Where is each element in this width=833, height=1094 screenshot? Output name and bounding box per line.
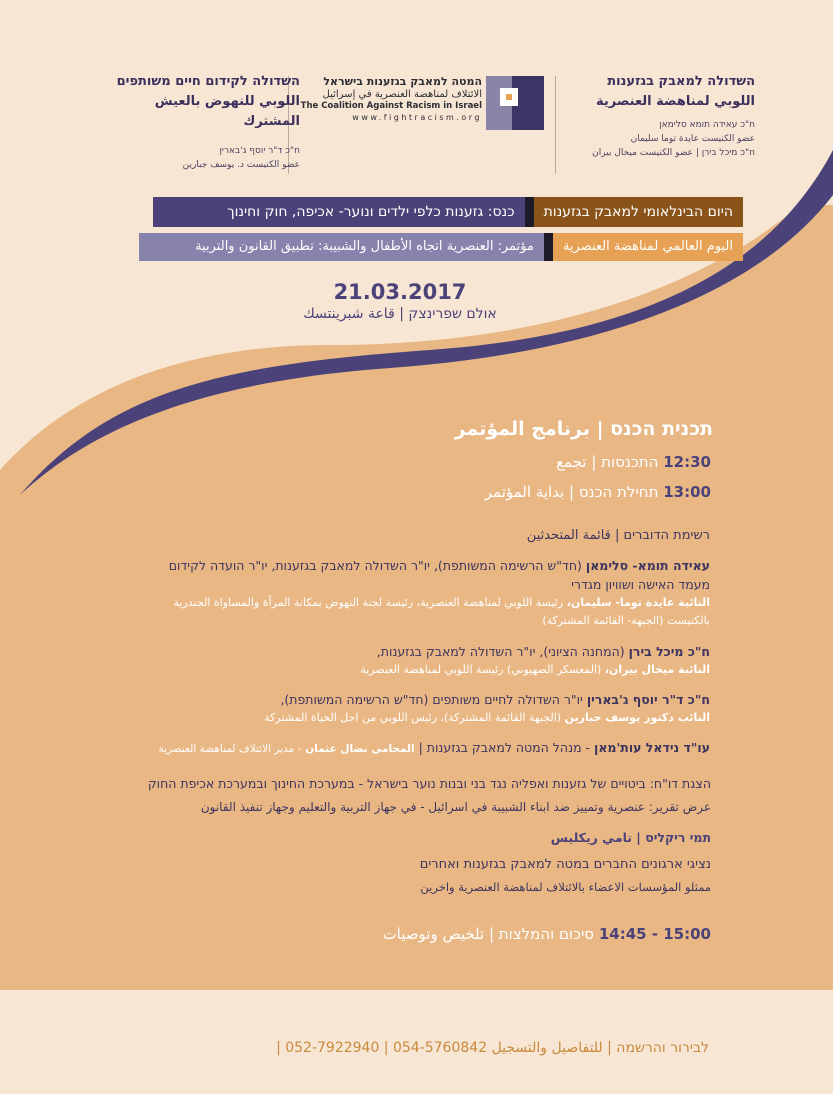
speaker-3 <box>110 690 710 727</box>
speaker-name: עאידה תומא- סלימאן <box>585 558 710 573</box>
footer-contact <box>276 1040 709 1056</box>
report-ar: عرض تقرير: عنصرية وتمييز ضد ابناء الشبيبة في اسرائيل - في جهاز التربية والتعليم وجهاز تنفيذ القانون <box>200 800 711 814</box>
lobby-member-2: ח"כ מיכל בירן | عضو الكنيست ميخال بيران <box>592 148 755 158</box>
event-venue: אולם שפרינצק | قاعة شبرينتسك <box>303 306 497 322</box>
bar-separator <box>544 233 553 261</box>
speaker-4 <box>90 738 710 759</box>
speaker-name-ar: المحامي نضال عثمان <box>305 743 415 755</box>
speaker-name: ח"כ מיכל בירן <box>628 644 710 659</box>
schedule-time: 14:45 - 15:00 <box>598 925 711 943</box>
bar-day-he: היום הבינלאומי למאבק בגזענות <box>534 197 743 227</box>
lobby-title-he: השדולה למאבק בגזענות <box>607 74 755 89</box>
schedule-item-1 <box>556 453 711 471</box>
schedule-text: תחילת הכנס | بداية المؤتمر <box>484 483 659 501</box>
logo-name-ar: الائتلاف لمناهضة العنصرية في إسرائيل <box>322 89 482 100</box>
logo-name-en: The Coalition Against Racism in Israel <box>300 101 482 111</box>
lobby-member-ar: عضو الكنيست عايدة توما سليمان <box>630 134 755 144</box>
lobby-title-ar: اللوبي لمناهضة العنصرية <box>595 94 755 109</box>
speaker-2 <box>110 642 710 679</box>
bar-day-ar: اليوم العالمي لمناهضة العنصرية <box>553 233 743 261</box>
speaker-desc: - מנהל המטה למאבק בגזענות | <box>418 740 591 755</box>
schedule-item-3 <box>383 925 711 943</box>
bar-separator <box>525 197 534 227</box>
speaker-desc-2: מעמד האישה ושוויון מגדרי <box>571 577 710 592</box>
speaker-desc: (חד"ש הרשימה המשותפת), יו"ר השדולה למאבק בגזענות, יו"ר הועדה לקידום <box>168 558 582 573</box>
coexistence-title-ar: اللوبي للنهوض بالعيش المشترك <box>154 94 300 129</box>
speaker-name-ar: النائبة ميخال بيران، <box>604 663 710 676</box>
speaker-desc-ar: (المعسكر الصهيوني) رئيسة اللوبي لمناهضة العنصرية <box>360 663 602 676</box>
title-bar-ar <box>139 233 743 261</box>
header-left-lobby <box>100 72 300 172</box>
speaker-name: עו"ד נידאל עות'מאן <box>594 740 710 755</box>
schedule-text: התכנסות | تجمع <box>556 453 659 471</box>
coexistence-member-ar: عضو الكنيست د. يوسف جبارين <box>182 160 300 170</box>
footer-phones: | 052-7922940 | 054-5760842 <box>276 1040 488 1056</box>
representatives-ar: ممثلو المؤسسات الاعضاء بالائتلاف لمناهضة العنصرية واخرين <box>420 880 711 894</box>
coalition-logo-text <box>292 75 482 123</box>
speaker-desc: (המחנה הציוני), יו"ר השדולה למאבק בגזענות, <box>376 644 625 659</box>
bar-conf-ar: مؤتمر: العنصرية اتجاه الأطفال والشبيبة: تطبيق القانون والتربية <box>139 233 544 261</box>
speaker-desc-ar-2: بالكنيست (الجبهة- القائمة المشتركة) <box>542 614 710 627</box>
divider-right <box>555 76 556 174</box>
representatives-he: נציגי ארגונים החברים במטה למאבק בגזענות ואחרים <box>419 857 711 872</box>
program-title: תכנית הכנס | برنامج المؤتمر <box>454 418 713 440</box>
title-bar-he <box>153 197 743 227</box>
speakers-title: רשימת הדוברים | قائمة المتحدثين <box>526 528 710 543</box>
coexistence-title-he: השדולה לקידום חיים משותפים <box>116 74 300 89</box>
schedule-text: סיכום והמלצות | تلخيص وتوصيات <box>382 925 595 943</box>
speaker-desc-ar: رئيسة اللوبي لمناهضة العنصرية، رئيسة لجنة النهوض بمكانة المرأة والمساواة الجندرية <box>173 596 564 609</box>
coalition-logo-icon <box>486 76 544 130</box>
footer-label: לבירור והרשמה | للتفاصيل والتسجيل <box>491 1040 709 1056</box>
logo-url: www.fightracism.org <box>352 113 482 122</box>
speaker-desc: יו"ר השדולה לחיים משותפים (חד"ש הרשימה המשותפת), <box>280 692 583 707</box>
speaker-name: ח"כ ד"ר יוסף ג'בארין <box>586 692 710 707</box>
lobby-member-he: ח"כ עאידה תומא סלימאן <box>659 120 755 130</box>
speaker-desc-ar: - مدير الائتلاف لمناهضة العنصرية <box>158 743 302 755</box>
event-date: 21.03.2017 <box>333 280 467 304</box>
speaker-name-ar: النائب دكتور يوسف جبارين <box>564 711 710 724</box>
coexistence-member-he: ח"כ ד"ר יוסף ג'בארין <box>219 146 300 156</box>
speaker-desc-ar: (الجبهة القائمة المشتركة)، رئيس اللوبي من اجل الحياة المشتركة <box>264 711 562 724</box>
presenter-name: תמי ריקליס | تامي ريكليس <box>550 830 711 845</box>
speaker-name-ar: النائبة عايدة توما- سليمان، <box>566 596 710 609</box>
logo-name-he: המטה למאבק בגזענות בישראל <box>323 75 482 88</box>
speaker-1 <box>110 556 710 630</box>
schedule-time: 13:00 <box>663 483 711 501</box>
schedule-time: 12:30 <box>663 453 711 471</box>
header-right-lobby <box>545 72 755 160</box>
schedule-item-2 <box>485 483 711 501</box>
bar-conf-he: כנס: גזענות כלפי ילדים ונוער- אכיפה, חוק וחינוך <box>153 197 525 227</box>
report-he: הצגת דו"ח: ביטויים של גזענות ואפליה נגד בני ובנות נוער בישראל - במערכת החינוך ובמערכת אכיפת החוק <box>147 776 711 791</box>
